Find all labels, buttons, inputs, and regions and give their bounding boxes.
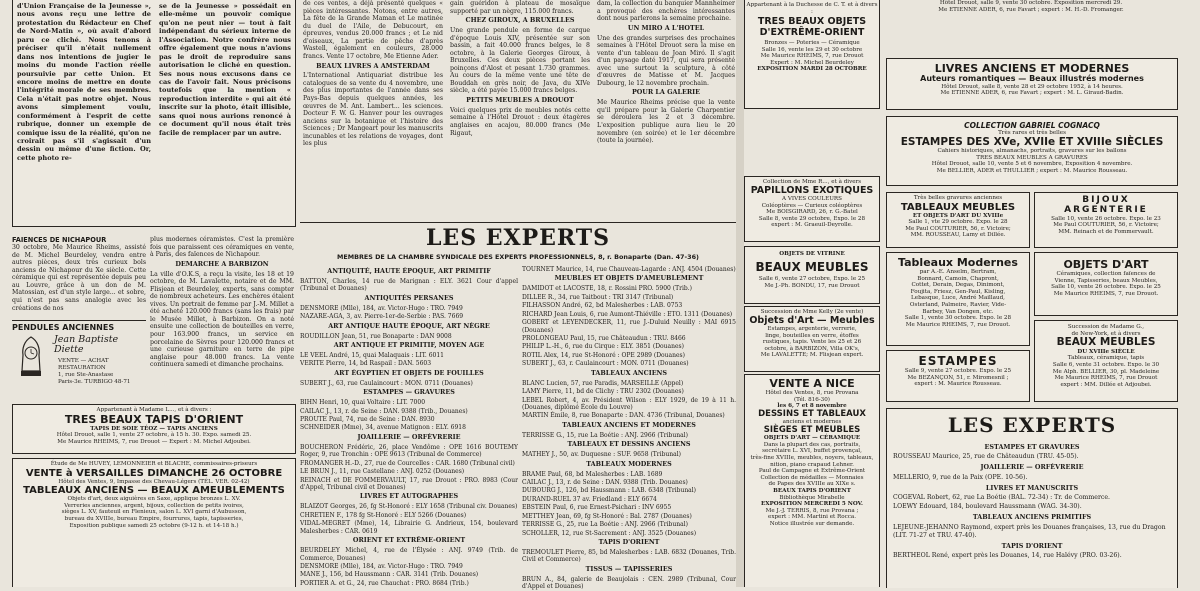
ad-line: secrétaire L. XVI, buffet provençal,	[762, 448, 862, 455]
ad-line: expert : MM. Martini et Rocca.	[768, 514, 856, 521]
ad-line: EXPOSITION MARDI 28 OCTOBRE	[757, 66, 867, 73]
experts-category: LIVRES ET MANUSCRITS	[985, 483, 1079, 492]
expert-entry: RICHARD Jean Louis, 6, rue Aumont-Thiéville : ETO. 1311 (Douanes)	[522, 310, 733, 318]
expert-entry: CHRETIEN F., 178 fg St-Honoré : ELY 5266 (Douanes)	[300, 511, 467, 519]
ad-line: MM. ROUSSEAU, Lamy et Dillée.	[910, 232, 1006, 239]
ad-title: Tableaux Modernes	[898, 256, 1018, 269]
ad-top: de New-York, et à divers	[1071, 330, 1141, 337]
ad-top: Très belles gravures anciennes	[913, 195, 1003, 201]
ad-line: sièges L. XV, fauteuil en Flenieux, salon L. XVI garni d'Aubusson,	[61, 509, 247, 516]
ad-line: Vienne, Tapisseries, beaux Meubles,	[1054, 277, 1158, 284]
news-heading: CHEZ GIROUX, A BRUXELLES	[465, 16, 575, 25]
ad-line: octobre, à BARBIZON, Villa OK's,	[764, 345, 860, 352]
expert-entry: TERRISSE G., 15, rue La Boétie : ANJ. 2966 (Tribunal)	[522, 431, 688, 439]
news-col-barbizon	[150, 236, 294, 396]
expert-entry: BLANC Lucien, 57, rue Paradis, MARSEILLE (Appel)	[522, 379, 684, 387]
papillons-ad	[744, 176, 880, 242]
ad-line: anciens et modernes	[782, 419, 842, 426]
ad-line: 1, rue Ste-Anastase	[58, 372, 114, 378]
experts-category: TABLEAUX ANCIENS	[590, 368, 668, 377]
ader-ad-tail	[886, 0, 1176, 20]
ad-line: Me Maurice RHEIMS, 7, rue Drouot — Expert : M. Michel Adjoubei.	[57, 438, 251, 445]
expert-entry: SUBERT J., 63, rue Caulaincourt : MON. 0711 (Douanes)	[300, 379, 473, 387]
experts-category: ORIENT ET EXTRÊME-ORIENT	[352, 536, 466, 545]
ad-line: Barbey, Van Dongen, etc.	[922, 308, 994, 315]
ad-line: RESTAURATION	[58, 365, 106, 371]
ad-line: Salle 6, vente 27 octobre, Expo. le 25	[758, 276, 866, 283]
versailles-ad	[12, 458, 296, 587]
expert-entry: SCHOLLER, 12, rue St-Sacrement : ANJ. 3525 (Douanes)	[522, 529, 697, 537]
ad-line: VENTE — ACHAT	[58, 358, 109, 364]
ad-line: expert : M. Graeuil-Deyrolle.	[771, 222, 853, 229]
editorial-col-2: se de la Jeunesse » possédait en elle-même un pouvoir comique qu'on ne peut nier — tout à fait indépendant du sérieux interne de l'Association. Notre confrère nous offre également que nous n'avions pas le droit de reproduire sans autorisation le cliché en question. Ses nous nous excusons dans ce cas de l'avoir fait. Nous précisons toutefois que la mention « reproduction interdite » qui ait été inscrite sur la photo, était illisible, sans quoi nous aurions renoncé à ce document qu'il nous était très facile de remplacer par un autre.	[159, 2, 291, 137]
expert-entry: ROUSSEAU Maurice, 25, rue de Châteaudun (TRU. 45-05).	[893, 453, 1079, 461]
ad-line: TRES BEAUX MEUBLES A GRAVURES	[976, 154, 1088, 161]
ad-title: BIJOUX	[1082, 195, 1130, 205]
news-text: de ces ventes, a déjà présenté quelques « pièces intéressantes. Notons, entre autres, La fête de la Grande Maman et Le matinée du duel de l'Aile, de Debucourt, en épreuves, vendus 20.000 francs ; et Le nid d'oiseaux, La partie de pêche d'après Wastell, également en couleurs, 28.000 francs. Vente 17 octobre, Me Etienne Ader.	[303, 0, 443, 60]
expert-entry: BRAME Paul, 68, bd Malesherbes : LAB. 1689	[522, 470, 663, 478]
vitrine-ad	[744, 246, 880, 304]
expert-entry: TOURNET Maurice, 14, rue Chauveau-Lagarde : ANJ. 4504 (Douanes)	[522, 266, 736, 273]
experts-category: ART ANTIQUE HAUTE ÉPOQUE, ART NÈGRE	[328, 321, 490, 330]
ad-line: les 6, 7 et 8 novembre	[777, 403, 847, 410]
expert-entry: LEBEL Robert, 4, av. Président Wilson : ELY 1929, de 19 à 11 h. (Douanes, diplômé École du Louvre)	[522, 396, 736, 411]
expert-entry: PROLONGEAU Paul, 15, rue Châteaudun : TRU. 8466	[522, 335, 686, 342]
expert-entry: BERTHEOL René, expert près les Douanes, 14, rue Halévy (PRO. 03-26).	[893, 552, 1122, 560]
ad-line: Me ETIENNE ADER, 6, rue Favart ; expert : M. H.-D. Fromanger.	[938, 6, 1124, 13]
ad-line: de Papes des XVIIIe au XIXe s.	[768, 481, 856, 488]
ad-top: COLLECTION GABRIEL COGNACQ	[964, 121, 1100, 130]
ad-title: Objets d'Art — Meubles	[749, 314, 875, 326]
expert-entry: DENSMORE (Mlle), 184, av. Victor-Hugo : TRO. 7949	[300, 304, 463, 312]
ad-line: Salle 1, vte 29 octobre. Expo. le 28	[908, 219, 1008, 226]
experts-category: ART ANTIQUE ET PRIMITIF, MOYEN AGE	[333, 341, 485, 349]
news-heading: UN MIRO A L'HOTEL	[627, 23, 705, 32]
ad-line: Bonnard, Camoin, Chapront,	[917, 275, 999, 282]
ad-line: Me Paul COUTURIER, 56, r. Victoire;	[905, 225, 1011, 232]
nice-ad	[744, 374, 880, 587]
experts-subtitle: MEMBRES DE LA CHAMBRE SYNDICALE DES EXPERTS PROFESSIONNELS, 8, r. Bonaparte (Dan. 47-36)	[337, 253, 699, 261]
ad-top: Succession de Madame G.,	[1067, 324, 1145, 330]
expert-entry: EBSTEIN Paul, 6, rue Ernest-Psichari : INV 6955	[522, 504, 672, 512]
ad-line: Hôtel Drouot, salle 9, vente 30 octobre. Exposition mercredi 29.	[939, 0, 1123, 6]
ad-line: Bronzes — Poteries — Céramique	[764, 40, 860, 47]
extreme-orient-ad	[744, 0, 880, 109]
expert-entry: SUBERT J., 63, r. Caulaincourt : MON. 0711 (Douanes)	[522, 360, 689, 368]
expert-entry: FROMANGER H.-D., 27, rue de Courcelles : CAR. 1680 (Tribunal civil)	[300, 459, 515, 467]
ad-top: Étude de Me HUVEY, LEMONNEIER et BLACHE, commissaires-priseurs	[50, 461, 258, 467]
ad-line: Salle 16, vente les 29 et 30 octobre	[761, 46, 863, 53]
experts-category: ART ÉGYPTIEN ET OBJETS DE FOUILLES	[334, 368, 484, 377]
ad-sub: ET OBJETS D'ART DU XVIIIe	[912, 212, 1004, 219]
expert-entry: DURAND-RUEL 37 av. Friedland : ELY 6674	[522, 495, 657, 503]
ad-top: OBJETS DE VITRINE	[779, 251, 845, 257]
experts-category: MEUBLES ET OBJETS D'AMEUBLEMENT	[554, 274, 704, 283]
ad-line: Me BELLIER, ADER et THULLIER ; expert : M. Maurice Rousseau.	[936, 167, 1128, 174]
ad-line: expert : MM. Dillée et Adjoubei.	[1060, 381, 1152, 388]
expert-entry: TREMOULET Pierre, 85, bd Malesherbes : LAB. 6832 (Douanes, Trib. Civil et Commerce)	[522, 549, 736, 564]
news-col-3	[303, 0, 443, 222]
succession-ad	[1034, 320, 1178, 402]
experts-category: TAPIS D'ORIENT	[1001, 541, 1063, 550]
expert-entry: DILLEE R., 34, rue Taitbout : TRI 3147 (Tribunal)	[522, 293, 674, 301]
news-heading: BEAUX LIVRES A AMSTERDAM	[316, 61, 430, 70]
ad-line: Paul de Campagne et Extrême-Orient	[758, 468, 866, 475]
experts-category: TABLEAUX ANCIENS ET MODERNES	[562, 420, 696, 429]
ad-line: Objets d'art, deux aiguières en Saxe, applique bronzes L. XV.	[67, 496, 241, 503]
ad-line: EXPOSITION MERCREDI 5 NOV.	[761, 501, 863, 508]
experts-category: JOAILLERIE — ORFÈVRERIE	[357, 432, 461, 441]
ad-line: A VIVES COULEURS	[782, 196, 842, 203]
livres-ad	[886, 58, 1178, 110]
pendules-ad	[12, 320, 146, 391]
ad-line: Foujita, Friesz, Gen-Paul, Kisling,	[910, 288, 1006, 295]
ad-line: Hôtel Drouot, salle 1, vente 27 octobre, à 15 h. 30. Expo. samedi 25.	[56, 432, 252, 439]
cognacq-ad	[886, 116, 1178, 186]
ad-line: Tableaux, céramique, tapis	[1067, 355, 1145, 362]
estampes-ad	[886, 350, 1030, 402]
expert-entry: BEURDELEY Michel, 4, rue de l'Élysée : ANJ. 9749 (Trib. de Commerce, Douanes)	[300, 547, 518, 562]
ad-line: Salle 10, vente 26 octobre. Expo. le 25	[1051, 284, 1161, 291]
expert-entry: BOUCHERON Frédéric, 26, place Vendôme : OPE 1616 BOUTEMY Roger, 9, rue Tronchin : OPE 9613 (Tribunal de Commerce)	[300, 443, 518, 459]
editorial-box	[12, 0, 296, 227]
editorial-col-1: d'Union Française de la Jeunesse », nous avons reçu une lettre de protestation du Rédacteur en Chef de Nord-Matin », où avait d'abord paru ce cliché. Nous tenons à préciser qu'il n'était nullement dans nos intentions de jugier le moins du monde l'action réelle poursuivie par cette Union. Et encore moins de mettre en doute l'intégrité morale de ses membres. Cela n'était pas notre objet. Nous avons simplement voulu, conformément à l'esprit de cette rubrique, donner un exemple de comique issu de la réalité, qu'on ne croirait pas s'il s'agissait d'un dessin ou même d'une fiction. Or, cette photo re-	[17, 2, 151, 162]
ad-line: (Tél. 816-30)	[793, 396, 830, 403]
ad-line: Exposition publique samedi 25 octobre (9-12 h. et 14-18 h.)	[69, 522, 239, 529]
ad-title: ESTAMPES	[918, 354, 998, 368]
news-text: plus modernes céramistes. C'est la première fois que paraissent ces céramiques en vente, à Paris, des faïences de Nichapour.	[150, 236, 294, 259]
experts-category: TABLEAUX ET DESSINS ANCIENS	[567, 440, 691, 449]
ad-line: Lebasque, Luce, André Maillaud,	[911, 295, 1005, 302]
ad-line: Me J.-Ph. BONDU, 17, rue Drouot	[764, 282, 860, 289]
news-text: Une grande pendule en forme de carque d'époque Louis XIV, présentée sur son bassin, a fait 40.000 francs belges, le 8 octobre, à la Galerie Georges Giroux, à Bruxelles. Ces deux pièces portant les poinçons d'Alost et pesant 1.730 grammes. Au cours de la même vente une tête de Bouddah en grès noir, de Java, du XIVe siècle, a été payée 15.000 francs belges.	[450, 26, 590, 95]
ad-line: Me Maurice RHEIMS, 7, rue Drouot.	[905, 321, 1011, 328]
ad-line: Me ETIENNE ADER, 6, rue Favart ; expert : M. L. Giraud-Badin.	[940, 90, 1124, 97]
ad-sub: Très rares et très belles	[998, 130, 1066, 136]
expert-entry: REINACH et DE FOMMERVAULT, 17, rue Drouot : PRO. 8983 (Cour d'Appel, Tribunal civil et Douanes)	[300, 476, 518, 491]
ad-title-3: SIÈGES ET MEUBLES	[763, 424, 861, 435]
experts-header	[300, 222, 736, 265]
news-heading: DEMARCHE A BARBIZON	[175, 259, 269, 268]
ad-line: bureau du XVIIIe, bureau Empire, fourrures, tapis, tapisseries,	[64, 515, 244, 522]
ad-title-2: DESSINS ET TABLEAUX	[758, 408, 866, 419]
expert-entry: COGEVAL Robert, 62, rue La Boétie (BAL. 72-34) : Tr. de Commerce.	[893, 494, 1110, 502]
expert-entry: LAMY Pierre, 11, bd de Clichy : TRU 2302 (Douanes)	[522, 388, 684, 396]
ad-top: Collection de Mme R..., et à divers	[762, 179, 862, 185]
experts-title: LES EXPERTS	[425, 225, 611, 251]
expert-entry: MELLERIO, 9, rue de la Paix (OPE. 10-56).	[893, 473, 1028, 481]
news-text: dam, la collection du banquier Mannheimer a provoqué des enchères intéressantes dont nous parlerons la semaine prochaine.	[597, 0, 735, 23]
ad-line: Cottet, Derain, Degas, Dinimont,	[911, 282, 1005, 289]
ad-title: OBJETS D'ART	[1063, 258, 1149, 271]
ad-line: Collection de médailles — Monnaies	[760, 474, 864, 481]
experts-category: LIVRES ET AUTOGRAPHES	[359, 492, 459, 501]
expert-entry: MARTIN Émile, 8, rue Bonaparte : DAN. 4736 (Tribunal, Douanes)	[522, 412, 725, 420]
ad-line: expert : M. Maurice Rousseau.	[914, 381, 1002, 388]
expert-entry: ROTIL Alex, 14, rue St-Honoré : OPE 2989 (Douanes)	[522, 351, 685, 359]
expert-entry: CAILAC J., 13, r. de Seine : DAN. 9388 (Trib. Douanes)	[522, 479, 688, 486]
ad-line: OBJETS D'ART — CÉRAMIQUE	[763, 435, 861, 442]
ad-title: BEAUX MEUBLES	[755, 259, 869, 274]
ad-line: Expert : M. Michel Beurdeley	[770, 59, 854, 66]
ad-line: Me Maurice RHEIMS, 7, rue Drouot	[760, 53, 864, 60]
expert-entry: LEJEUNE-JEHANNO Raymond, expert près les Douanes françaises, 13, rue du Dragon (LIT. 71-27 et TRU. 47-40).	[893, 523, 1166, 539]
expert-entry: PROUTE Paul, 74, rue de Seine : DAN. 8930	[300, 416, 435, 423]
experts-category: TABLEAUX ANCIENS PRIMITIFS	[972, 513, 1092, 522]
experts-category: ANTIQUITÉS PERSANES	[364, 293, 454, 302]
expert-entry: LE VEEL André, 15, quai Malaquais : LIT. 6011	[300, 351, 444, 359]
expert-entry: FILHASSON André, 62, bd Malesherbes : LAB. 0753	[522, 302, 683, 310]
experts-list-left	[300, 266, 518, 586]
news-text: La ville d'O.K.S, a reçu la visite, les 18 et 19 octobre, de M. Lavalette, notaire et de MM. Flisjean et Beurdeley, experts, sans compter de nombreux acheteurs. Les enchères étaient vives. Un portrait de femme par J.-M. Millet a été acheté 120.000 francs (sans les frais) par le Musée Millet, à Barbizon. On a noté ensuite une collection de bouteilles en verre, pour 163.900 francs, un service en porcelaine de Sèvres pour 120.000 francs et une curieuse garniture en terre de pipe anglaise pour 48.000 francs. La vente continuera samedi et dimanche prochains.	[150, 270, 294, 369]
experts-category: TAPIS D'ORIENT	[598, 538, 660, 547]
expert-entry: BIHN Henri, 10, quai Voltaire : LIT. 7000	[300, 399, 426, 407]
expert-entry: BLAIZOT Georges, 26, fg St-Honoré : ELY 1658 (Tribunal civ. Douanes)	[300, 503, 518, 511]
clock-icon	[18, 335, 44, 379]
expert-entry: NAZARE-AGA, 3, av. Pierre-1er-de-Serbie : PAS. 7669	[300, 313, 464, 321]
ad-title: TRES BEAUX TAPIS D'ORIENT	[64, 412, 244, 426]
ad-sub: Hôtel des Ventes, 9, Impasse des Chevau-Légers (TÉL. VER. 02-42)	[58, 478, 250, 485]
experts-category: TISSUS — TAPISSERIES	[585, 564, 673, 573]
news-col-5	[597, 0, 735, 222]
experts-category: TABLEAUX MODERNES	[586, 459, 672, 468]
expert-entry: VERITE Pierre, 14, bd Raspail : DAN. 5603	[300, 360, 432, 368]
tableaux-modernes-ad	[886, 252, 1030, 346]
ad-top: Appartenant à Madame L..., et à divers :	[96, 407, 212, 413]
news-text: L'International Antiquariat distribue les catalogues de sa vente du 4 novembre, une des plus importantes de l'année dans ses Pays-Bas depuis quelques années, les œuvres de M. Ant. Lambert... les sciences. Docteur F. W. G. Hanver pour les ouvrages anciens sur la botanique et l'histoire des Sciences ; Dr Mangeart pour les manuscrits incunables et les relations de voyages, dont les plus	[303, 72, 443, 148]
expert-entry: METTHEY Jean, 69, fg St-Honoré : Bal. 2787 (Douanes)	[522, 512, 692, 520]
ad-top: Appartenant à la Duchesse de C. T. et à divers :	[746, 2, 878, 15]
ad-line: Salle 10, vente 26 octobre. Expo. le 23	[1051, 215, 1161, 222]
ad-line: BEAUX TAPIS D'ORIENT	[773, 487, 851, 494]
ad-title: PAPILLONS EXOTIQUES	[750, 184, 874, 196]
tableaux-meubles-ad	[886, 192, 1030, 248]
ad-line: Bibliothèque Mirabelle	[779, 494, 845, 501]
ad-line: Paris-3e. TURBIGO 48-71	[58, 379, 131, 385]
ad-line: Salle 1, vente 30 octobre. Expo. le 28	[904, 315, 1012, 322]
ad-title: ESTAMPES DES XVe, XVIIe ET XVIIIe SIÈCLES	[900, 135, 1164, 148]
experts-list-right	[522, 266, 736, 591]
ad-line: Me Alph. BELLIER, 30, pl. Madeleine	[1052, 368, 1160, 375]
ad-line: Cahiers historiques, almanachs, portraits, gravures sur les ballons	[937, 148, 1127, 155]
expert-entry: LE BRUN J., 11, rue Castellane : ANJ. 0252 (Douanes)	[300, 468, 465, 476]
ad-sub: TAPIS DE SOIE TÉOZ — TAPIS ANCIENS	[90, 425, 218, 432]
ad-title: TABLEAUX MEUBLES	[900, 201, 1016, 213]
ad-line: Osterland, Palmeire, Ravier, Vide-	[909, 302, 1007, 309]
news-text: 30 octobre, Me Maurice Rheims, assisté de M. Michel Beurdeley, vendra entre autres pièces, deux très curieux bols anciens de Nichapour du Xe siècle. Cette céramique qui est représentée depuis peu au Louvre, grâce à un don de M. Matossian, est d'un style large... et sobre, qui n'est pas sans analogie avec les créations de nos	[12, 244, 146, 312]
ad-line: Me J.-J. TERRIS, 8, rue Provana ;	[765, 507, 859, 514]
ad-line: Me LAVALETTE; M. Flisjean expert.	[760, 352, 864, 359]
ad-line: Me BOISGIRARD, 26, r. G.-Batel	[766, 209, 858, 216]
expert-entry: CAILAC J., 13, r. de Seine : DAN. 9388 (Trib., Douanes)	[300, 407, 468, 415]
ad-line: rustiques, tapis. Vente les 25 et 26	[762, 339, 862, 346]
ad-sub: DU XVIIIe SIÈCLE	[1077, 348, 1135, 355]
expert-entry: BRUN A., 84, galerie de Beaujolais : CEN. 2989 (Tribunal, Cour d'Appel et Douanes)	[522, 575, 736, 591]
expert-entry: DENSMORE (Mlle), 184, av. Victor-Hugo : TRO. 7949	[300, 562, 463, 570]
ad-line: Me Paul COUTURIER, 56, r. Victoire;	[1053, 222, 1159, 229]
news-text: gain guéridon à plateau de mosaïque supporté par un nègre, 115.000 francs.	[450, 0, 590, 15]
expert-entry: DAMIDOT et LACOSTE, 18, r. Rossini PRO. 5900 (Trib.)	[522, 285, 693, 293]
experts-category: JOAILLERIE — ORFÈVRERIE	[980, 463, 1084, 472]
news-text: Une des grandes surprises des prochaines semaines à l'Hôtel Drouot sera la mise en vente d'un tableau de Joan Miró. Il s'agit d'un paysage daté 1917, qui sera présenté avec une surtout la sculpture, à côté d'œuvres de Matisse et M. Jacques Dubourg, le 12 novembre prochain.	[597, 34, 735, 87]
experts-category: ANTIQUITÉ, HAUTE ÉPOQUE, ART PRIMITIF	[327, 267, 491, 275]
ad-line: Salle 9, vente 27 octobre. Expo. le 25	[904, 368, 1012, 375]
news-heading: PETITS MEUBLES A DROUOT	[466, 96, 574, 104]
ad-title: PENDULES ANCIENNES	[12, 323, 115, 332]
ad-line: par A.-E. Anselm, Bertram,	[919, 269, 997, 276]
ad-line: Hôtel des Ventes, 8, rue Provana	[765, 390, 859, 397]
kelly-ad	[744, 306, 880, 372]
news-col-4	[450, 0, 590, 222]
ad-line: très-fine XVIIIe, meubles, noyers, tableaux,	[750, 454, 874, 461]
ad-title-2: ARGENTERIE	[1064, 204, 1148, 215]
expert-entry: LOEWY Edouard, 184, boulevard Haussmann (WAG. 34-30).	[893, 503, 1082, 511]
ad-line: Hôtel Drouot, salle 10, vente 5 et 6 novembre, Exposition 4 novembre.	[931, 161, 1133, 168]
expert-entry: PHILIP L.-H., 6, rue du Cirque : ELY. 3851 (Douanes)	[522, 343, 684, 351]
ad-line: Céramiques, collection faïences de	[1056, 271, 1156, 278]
news-text: Me Maurice Rheims précise que la vente qu'il prépare pour la Galerie Charpentier se déroulera les 2 et 3 décembre. L'exposition publique aura lieu le 20 novembre (en soirée) et le 1er décembre (toute la journée).	[597, 99, 735, 145]
tapis-ad	[12, 404, 296, 454]
ad-title: VENTE A NICE	[769, 377, 855, 390]
experts-category: ESTAMPES ET GRAVURES	[984, 443, 1080, 451]
ad-line: Coléoptères — Curieux coléoptères	[761, 202, 863, 209]
ad-line: Me BEZANÇON, 51, r. Miromesnil ;	[907, 374, 1009, 381]
ad-title: BEAUX MEUBLES	[1056, 336, 1156, 349]
ad-line: Me Maurice RHEIMS, 7, rue Drouot	[1054, 375, 1158, 382]
page-fold	[736, 0, 744, 587]
ad-sub: Auteurs romantiques — Beaux illustrés modernes	[920, 74, 1144, 84]
bijoux-ad	[1034, 192, 1178, 248]
ad-top: Succession de Mme Kelly (2e vente)	[760, 309, 864, 315]
expert-entry: PORTIER A. et G., 24, rue Chauchat : PRO. 8684 (Trib.)	[300, 579, 469, 587]
expert-entry: TERRISSE G., 25, rue La Boétie : ANJ. 2966 (Tribunal)	[522, 521, 688, 529]
ad-name: Jean Baptiste Diette	[54, 334, 119, 356]
ad-title: TRES BEAUX OBJETS D'EXTRÊME-ORIENT	[757, 16, 867, 38]
expert-entry: DUBOURG J., 126, bd Haussmann : LAB. 6348 (Tribunal)	[522, 487, 697, 495]
news-text: Voici quelques prix de meubles notés cette semaine à l'Hôtel Drouot : deux étagères anglaises en acajou, 80.000 francs (Me Rigaut,	[450, 106, 590, 137]
experts-box-right	[886, 408, 1178, 588]
ad-line: Dans la plupart des cas, portraits,	[763, 441, 861, 448]
ad-title: VENTE à VERSAILLES DIMANCHE 26 OCTOBRE	[25, 467, 283, 479]
ad-line: Estampes, argenterie, verrerie,	[767, 326, 857, 333]
ad-title-2: TABLEAUX ANCIENS — BEAUX AMEUBLEMENTS	[23, 485, 285, 497]
expert-entry: MANE J., 156, bd Haussmann : CAR. 3141 (Trib. Douanes)	[300, 571, 479, 579]
ad-line: Hôtel Drouot, salle 8, vente 28 et 29 octobre 1952, à 14 heures.	[941, 83, 1123, 90]
ad-line: MM. Reinach et de Fommervault.	[1058, 228, 1154, 235]
news-heading: POUR LA GALERIE	[631, 88, 701, 97]
objets-art-ad	[1034, 252, 1178, 316]
expert-entry: BATTON, Charles, 14 rue de Marignan : ELY. 3621 Cour d'appel (Tribunal et Douanes)	[300, 277, 518, 293]
ad-line: Me Maurice RHEIMS, 7, rue Drouot.	[1053, 290, 1159, 297]
expert-entry: MATHEY J., 50, av. Duquesne : SUF. 9658 (Tribunal)	[522, 451, 681, 459]
expert-entry: VIDAL-MEGRET (Mme), 14, Librairie G. Andrieux, 154, boulevard Malesherbes : CAR. 0619	[300, 520, 518, 535]
ad-title: LIVRES ANCIENS ET MODERNES	[934, 62, 1130, 75]
experts-box-list	[887, 437, 1177, 565]
ad-line: Salle 8, vente 29 octobre, Expo. le 28	[758, 215, 866, 222]
ad-line: Verreries anciennes, argent, bijoux, collection de petits ivoires,	[64, 502, 244, 509]
ad-line: linge, bouteilles en verre, étoffes	[765, 332, 859, 339]
ad-line: Notice illustrée sur demande.	[769, 520, 855, 527]
expert-entry: SCHNEIDER (Mme), 34, avenue Matignon : ELY. 6918	[300, 424, 466, 432]
news-heading: FAIENCES DE NICHAPOUR	[12, 236, 107, 244]
expert-entry: GOBERT et LEYENDECKER, 11, rue J.-Duluid Neuilly : MAI 6915 (Douanes)	[522, 319, 736, 334]
experts-title-right: LES EXPERTS	[947, 413, 1117, 437]
ad-line: Salle 6, vente 31 octobre. Expo. le 30	[1052, 361, 1160, 368]
ad-line: nition, piano crapaud Lehner.	[770, 461, 854, 468]
experts-category: ESTAMPES — GRAVURES	[363, 388, 455, 397]
expert-entry: ROUDILLON Jean, 51, rue Bonaparte : DAN 9008	[300, 332, 452, 340]
